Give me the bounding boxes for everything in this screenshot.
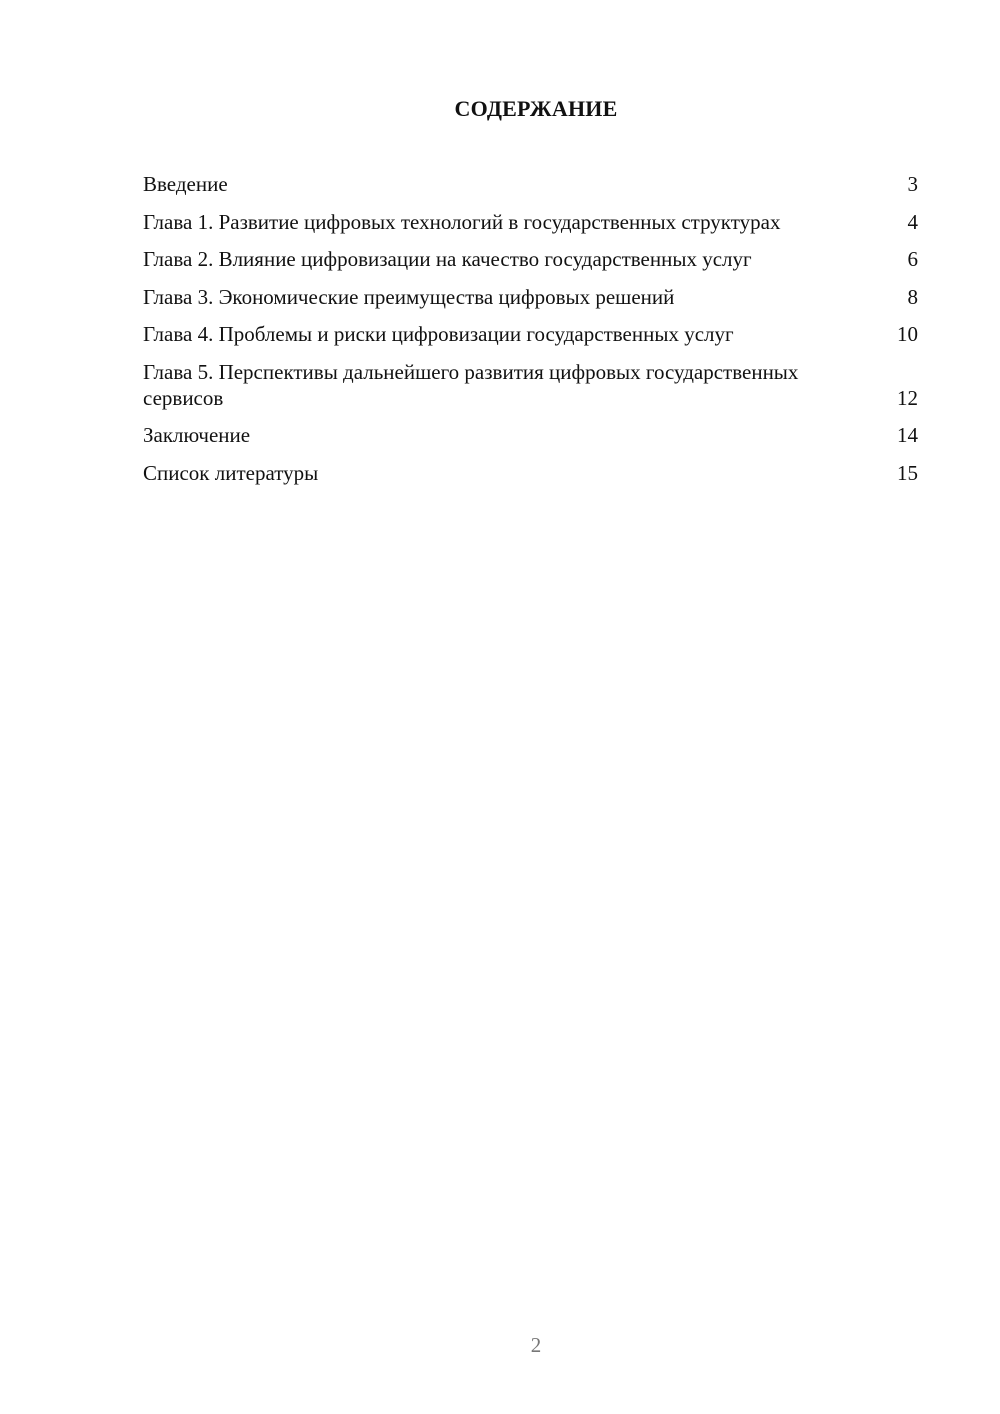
toc-item-chapter-4 [143, 321, 918, 347]
toc-item-page: 14 [897, 423, 918, 447]
toc-item-chapter-1 [143, 209, 918, 235]
toc-item-title: Глава 2. Влияние цифровизации на качество государственных услуг [143, 247, 752, 271]
toc-item-page: 4 [907, 209, 918, 234]
toc-item-references [143, 460, 918, 486]
toc-item-page: 8 [907, 284, 918, 309]
toc-item-title: Глава 5. Перспективы дальнейшего развития цифровых государственных сервисов [143, 359, 799, 410]
page-title: СОДЕРЖАНИЕ [454, 96, 618, 121]
toc-item-page: 12 [897, 385, 918, 410]
toc-item-title: Заключение [143, 423, 251, 447]
page-number: 2 [530, 1333, 542, 1357]
table-of-contents [143, 171, 918, 497]
toc-item-page: 3 [907, 172, 918, 196]
toc-item-chapter-2 [143, 246, 918, 272]
toc-item-title: Глава 3. Экономические преимущества цифровых решений [143, 284, 675, 309]
toc-item-page: 6 [907, 247, 918, 271]
toc-item-chapter-3 [143, 284, 918, 310]
toc-item-chapter-5 [143, 359, 918, 411]
toc-item-title: Введение [143, 172, 228, 196]
toc-item-page: 10 [897, 322, 918, 346]
toc-item-title: Глава 4. Проблемы и риски цифровизации государственных услуг [143, 322, 734, 346]
toc-item-introduction [143, 171, 918, 197]
toc-item-title: Список литературы [143, 460, 319, 485]
toc-item-conclusion [143, 422, 918, 448]
toc-item-page: 15 [897, 460, 918, 485]
toc-item-title: Глава 1. Развитие цифровых технологий в государственных структурах [143, 209, 781, 234]
